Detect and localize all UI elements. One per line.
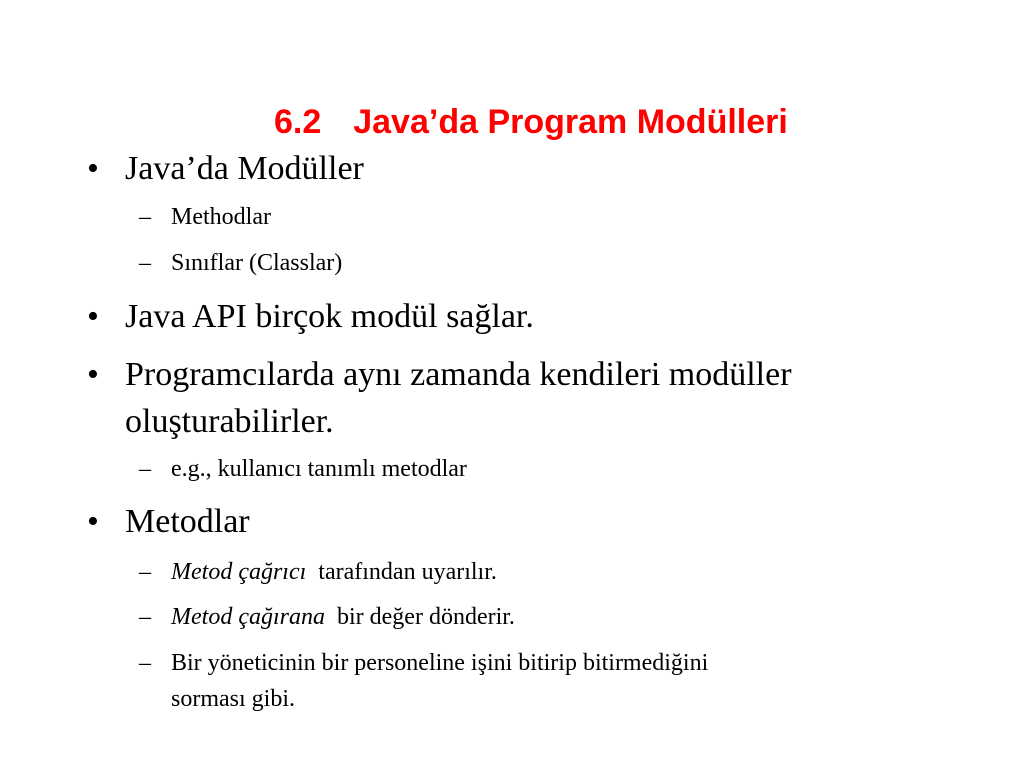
dash-glyph: – — [139, 604, 151, 630]
sub-bullet-item — [139, 453, 931, 486]
bullet-item — [87, 500, 925, 544]
sub-bullet-italic-term: Metod çağırana — [171, 604, 325, 630]
sub-bullet-text-line1: Bir yöneticinin bir personeline işini bitirip bitirmediğini — [171, 650, 709, 676]
bullet-text-line2: oluşturabilirler. — [125, 403, 334, 440]
sub-bullet-item — [139, 647, 931, 680]
dash-glyph: – — [139, 456, 151, 482]
sub-bullet-italic-term: Metod çağrıcı — [171, 559, 307, 585]
sub-bullet-text-line2: sorması gibi. — [171, 686, 295, 712]
sub-bullet-item — [139, 201, 931, 234]
bullet-glyph: • — [87, 503, 99, 540]
sub-bullet-item — [139, 556, 931, 589]
bullet-glyph: • — [87, 150, 99, 187]
bullet-text: Java API birçok modül sağlar. — [125, 298, 534, 335]
bullet-item — [87, 353, 925, 397]
sub-bullet-continuation — [171, 683, 931, 716]
sub-bullet-text: tarafından uyarılır. — [318, 559, 497, 585]
dash-glyph: – — [139, 650, 151, 676]
dash-glyph: – — [139, 559, 151, 585]
sub-bullet-item — [139, 247, 931, 280]
sub-bullet-text: bir değer dönderir. — [336, 604, 515, 630]
sub-bullet-text: Sınıflar (Classlar) — [171, 250, 343, 276]
bullet-item — [87, 295, 925, 339]
section-number: 6.2 — [273, 103, 322, 141]
dash-glyph: – — [139, 250, 151, 276]
bullet-item — [87, 147, 925, 191]
bullet-continuation — [125, 400, 925, 444]
sub-bullet-text: e.g., kullanıcı tanımlı metodlar — [171, 456, 467, 482]
bullet-text-line1: Programcılarda aynı zamanda kendileri modüller — [125, 356, 792, 393]
sub-bullet-text: Methodlar — [171, 204, 271, 230]
dash-glyph: – — [139, 204, 151, 230]
title-text: Java’da Program Modülleri — [353, 103, 788, 141]
bullet-glyph: • — [87, 356, 99, 393]
bullet-text: Metodlar — [125, 503, 250, 540]
sub-bullet-item — [139, 601, 931, 634]
bullet-glyph: • — [87, 298, 99, 335]
bullet-text: Java’da Modüller — [125, 150, 364, 187]
